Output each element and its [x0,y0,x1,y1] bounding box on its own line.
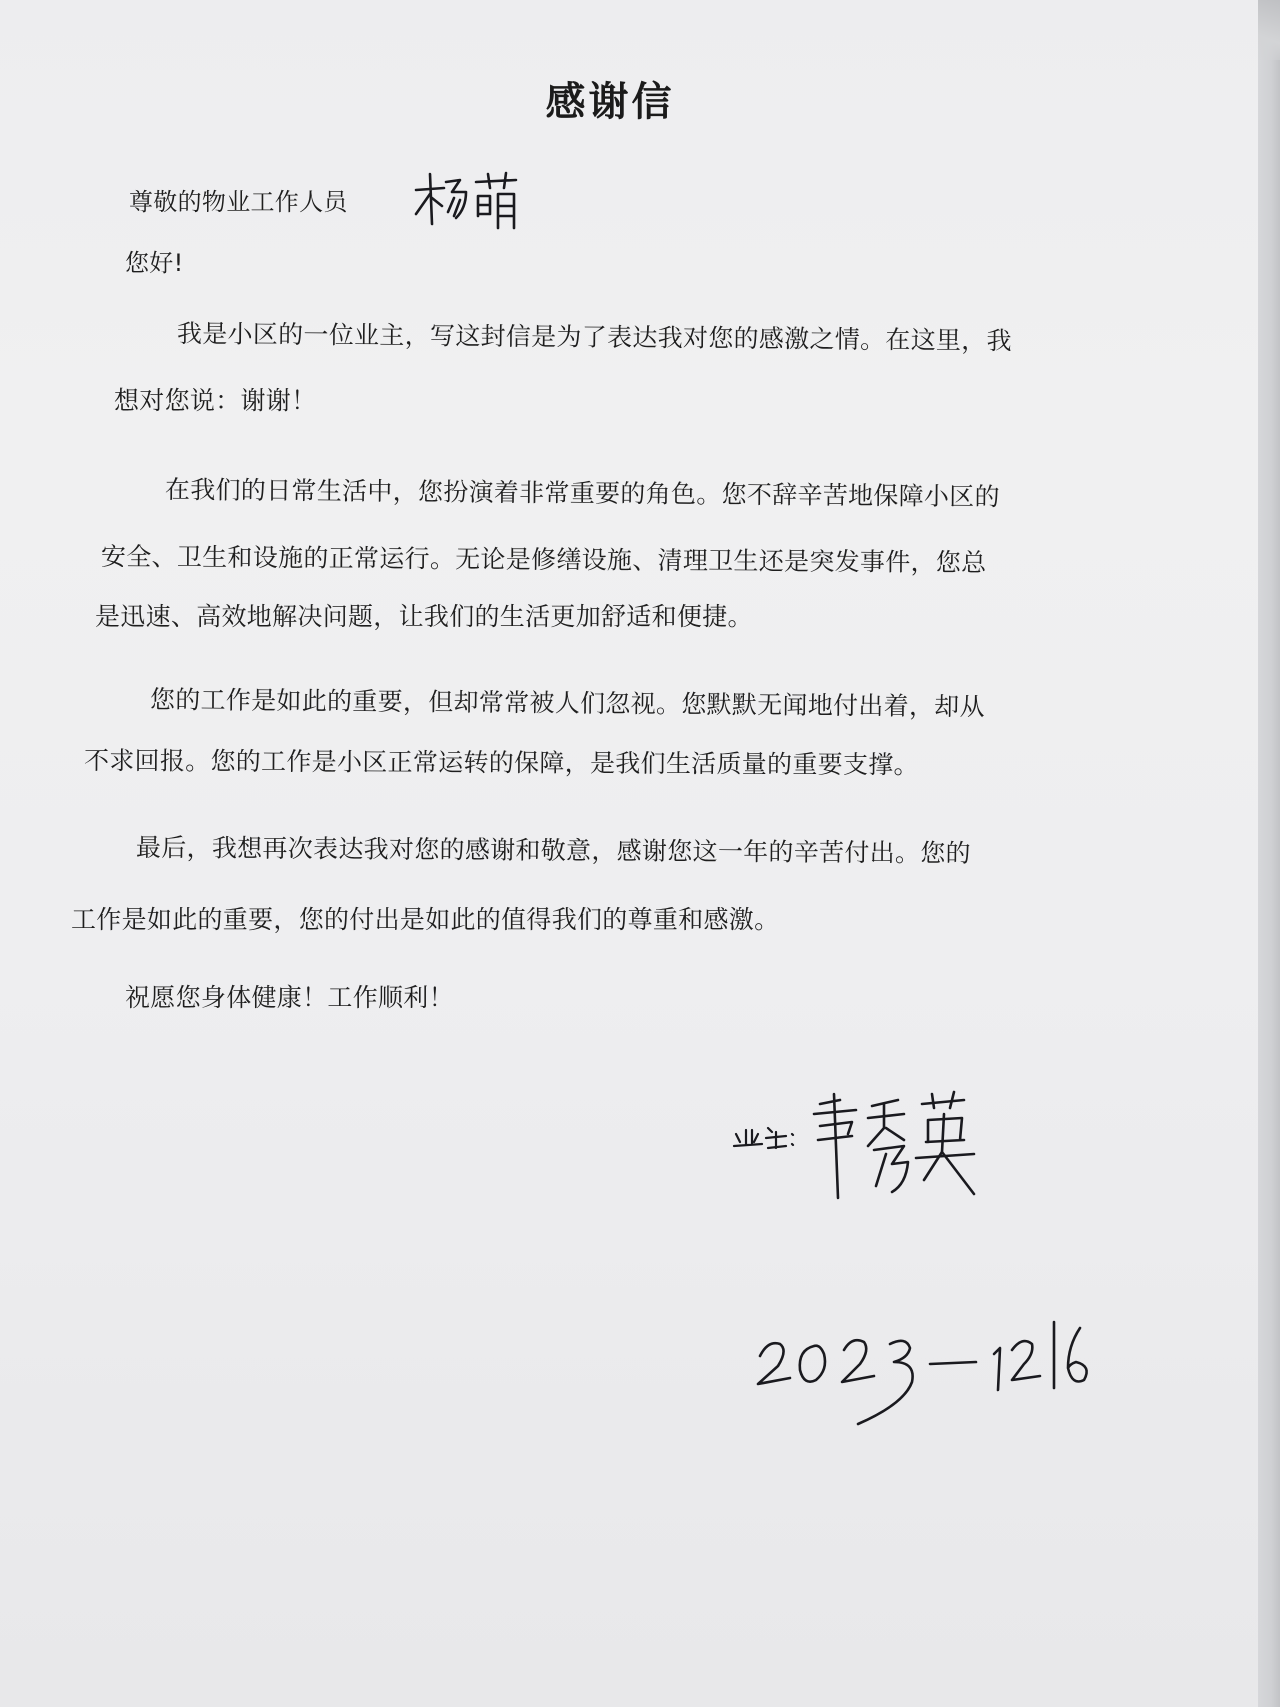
paragraph-line: 安全、卫生和设施的正常运行。无论是修缮设施、清理卫生还是突发事件，您总 [100,542,987,578]
paragraph-line: 我是小区的一位业主，写这封信是为了表达我对您的感激之情。在这里，我 [176,319,1012,356]
letter-title: 感谢信 [545,79,675,125]
paragraph-line: 工作是如此的重要，您的付出是如此的值得我们的尊重和感激。 [71,905,780,934]
recipient-prefix: 尊敬的物业工作人员 [129,188,348,216]
paragraph-line: 祝愿您身体健康！工作顺利！ [125,983,454,1012]
paragraph-line: 您的工作是如此的重要，但却常常被人们忽视。您默默无闻地付出着，却从 [149,685,985,722]
paragraph-line: 是迅速、高效地解决问题，让我们的生活更加舒适和便捷。 [95,602,753,631]
paragraph-line: 最后，我想再次表达我对您的感谢和敬意，感谢您这一年的辛苦付出。您的 [135,833,971,868]
greeting: 您好! [125,249,184,277]
paragraph-line: 想对您说：谢谢！ [114,386,317,415]
date-handwritten [750,1310,1130,1430]
sender-signature-handwritten [728,1088,1028,1208]
paragraph-line: 在我们的日常生活中，您扮演着非常重要的角色。您不辞辛苦地保障小区的 [164,475,1000,512]
recipient-name-handwritten [410,168,530,234]
paper-edge-shadow [1258,0,1280,1707]
paragraph-line: 不求回报。您的工作是小区正常运转的保障，是我们生活质量的重要支撑。 [83,746,919,780]
